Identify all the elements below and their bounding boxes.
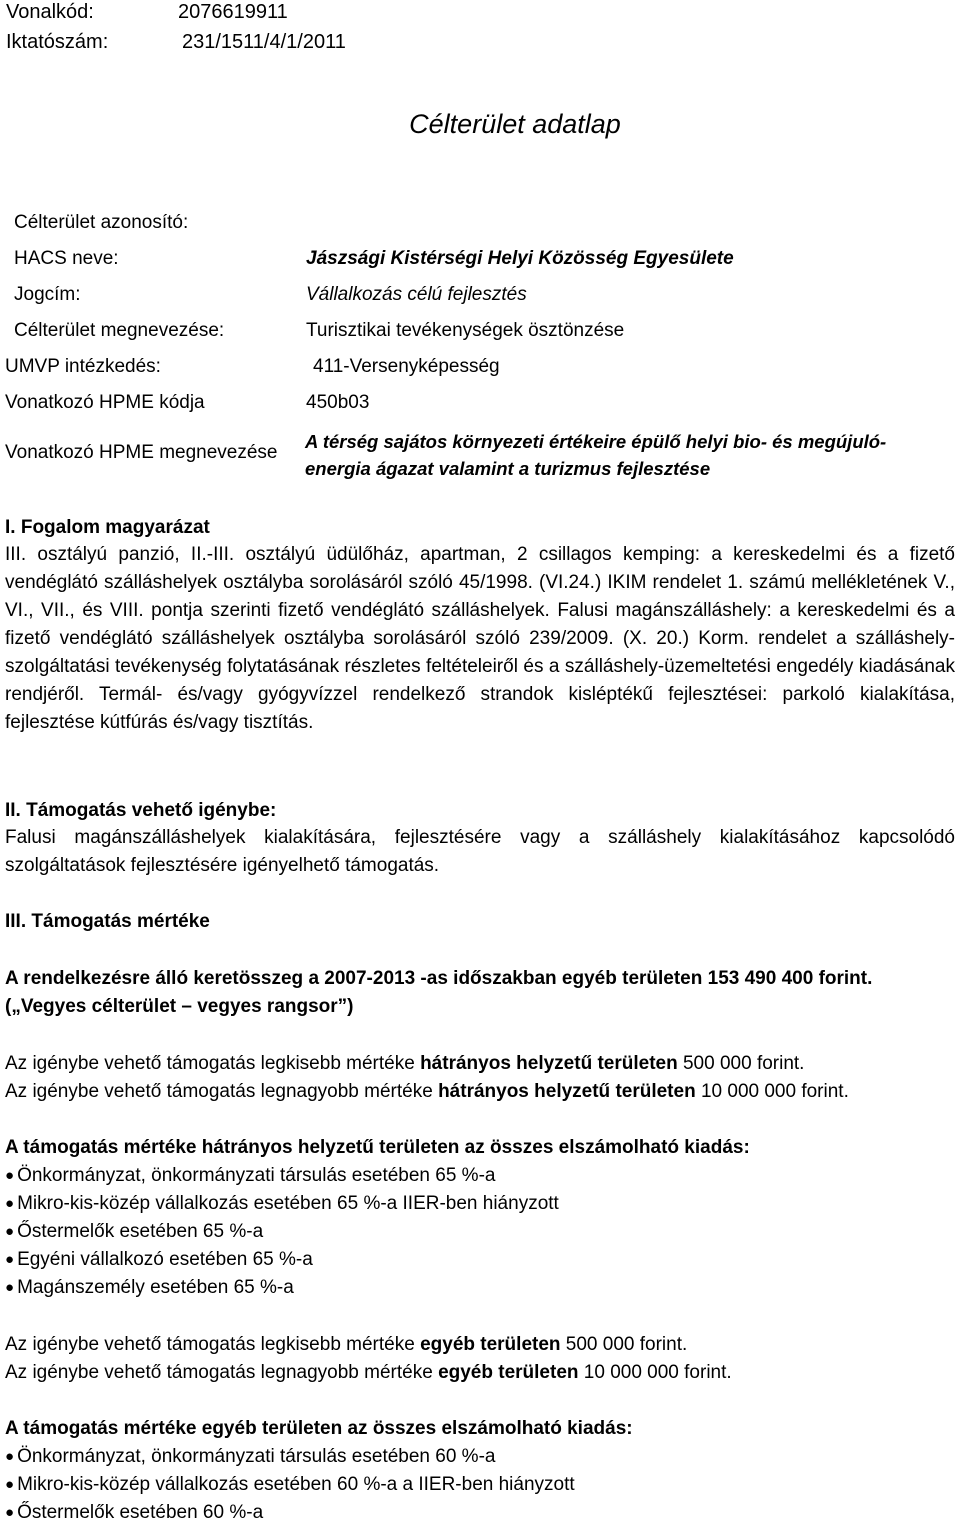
- umvp-value: 411-Versenyképesség: [313, 356, 500, 377]
- other-max-pre: Az igénybe vehető támogatás legnagyobb mértéke: [5, 1362, 439, 1383]
- jogcim-label: Jogcím:: [14, 284, 81, 305]
- other-list: [5, 1415, 955, 1527]
- section-definitions-title: I. Fogalom magyarázat: [5, 517, 210, 538]
- jogcim-value: Vállalkozás célú fejlesztés: [306, 284, 527, 305]
- list-item: [5, 1246, 955, 1274]
- section-eligible-title: II. Támogatás vehető igénybe:: [5, 800, 277, 821]
- other-max: [5, 1359, 955, 1387]
- list-item-text: Őstermelők esetében 60 %-a: [17, 1502, 264, 1523]
- disadvantaged-list-title: A támogatás mértéke hátrányos helyzetű területen az összes elszámolható kiadás:: [5, 1137, 750, 1158]
- disadvantaged-max-bold: hátrányos helyzetű területen: [438, 1081, 696, 1102]
- hpme-name-value: A térség sajátos környezeti értékeire épülő helyi bio- és megújuló-energia ágazat valamint a turizmus fejlesztése: [305, 431, 887, 479]
- bullet-icon: ●: [5, 1167, 15, 1184]
- other-min-bold: egyéb területen: [420, 1334, 561, 1355]
- other-min-post: 500 000 forint.: [560, 1334, 688, 1355]
- list-item-text: Önkormányzat, önkormányzati társulás esetében 65 %-a: [17, 1165, 496, 1186]
- other-max-post: 10 000 000 forint.: [578, 1362, 732, 1383]
- registration-value: 231/1511/4/1/2011: [182, 31, 346, 53]
- other-min-pre: Az igénybe vehető támogatás legkisebb mértéke: [5, 1334, 421, 1355]
- umvp-label: UMVP intézkedés:: [5, 356, 161, 377]
- bullet-icon: ●: [5, 1223, 15, 1240]
- list-item-text: Egyéni vállalkozó esetében 65 %-a: [17, 1249, 313, 1270]
- list-item-text: Magánszemély esetében 65 %-a: [17, 1277, 294, 1298]
- section-amount-title: III. Támogatás mértéke: [5, 911, 210, 932]
- disadvantaged-min-post: 500 000 forint.: [677, 1053, 805, 1074]
- hpme-name-label: Vonatkozó HPME megnevezése: [5, 442, 278, 463]
- list-item: [5, 1471, 955, 1499]
- bullet-icon: ●: [5, 1279, 15, 1296]
- list-item-text: Mikro-kis-közép vállalkozás esetében 65 %-a IIER-ben hiányzott: [17, 1193, 559, 1214]
- barcode-value: 2076619911: [178, 1, 288, 23]
- list-item-text: Őstermelők esetében 65 %-a: [17, 1221, 264, 1242]
- disadvantaged-min-bold: hátrányos helyzetű területen: [420, 1053, 678, 1074]
- bullet-icon: ●: [5, 1448, 15, 1465]
- budget-block: [5, 965, 955, 1021]
- bullet-icon: ●: [5, 1504, 15, 1521]
- disadvantaged-max-pre: Az igénybe vehető támogatás legnagyobb mértéke: [5, 1081, 439, 1102]
- section-definitions: [5, 515, 955, 737]
- hacs-label: HACS neve:: [14, 248, 119, 269]
- azonosito-label: Célterület azonosító:: [14, 212, 189, 233]
- other-list-title: A támogatás mértéke egyéb területen az összes elszámolható kiadás:: [5, 1418, 633, 1439]
- disadvantaged-limits: [5, 1050, 955, 1106]
- hacs-value: Jászsági Kistérségi Helyi Közösség Egyesülete: [306, 248, 734, 269]
- section-eligible-text: Falusi magánszálláshelyek kialakítására, fejlesztésére vagy a szálláshely kialakításához kapcsolódó szolgáltatások fejlesztésére igényelhető támogatás.: [5, 827, 955, 876]
- barcode-label: Vonalkód:: [6, 1, 94, 23]
- section-amount: [5, 909, 955, 935]
- hpme-code-label: Vonatkozó HPME kódja: [5, 392, 205, 413]
- disadvantaged-min: [5, 1050, 955, 1078]
- section-eligible: [5, 798, 955, 880]
- bullet-icon: ●: [5, 1251, 15, 1268]
- other-max-bold: egyéb területen: [438, 1362, 579, 1383]
- hpme-code-value: 450b03: [306, 392, 370, 413]
- list-item: [5, 1499, 955, 1527]
- section-definitions-text: III. osztályú panzió, II.-III. osztályú üdülőház, apartman, 2 csillagos kemping: a kereskedelmi és a fizető vendéglátó szálláshelyek osztályba sorolásáról szóló 45/1998. (VI.24.) IKIM rendelet 1. számú mellékletének V., VI., VII., és VIII. pontja szerinti fizető vendéglátó szálláshelyek. Falusi magánszálláshely: a kereskedelmi és a fizető vendéglátó szálláshelyek osztályba sorolásáról szóló 239/2009. (X. 20.) Korm. rendelet a szálláshely-szolgáltatási tevékenység folytatásának részletes feltételeiről és a szálláshely-üzemeltetési engedély kiadásának rendjéről. Termál- és/vagy gyógyvízzel rendelkező strandok kisléptékű fejlesztései: parkoló kialakítása, fejlesztése kútfúrás és/vagy tisztítás.: [5, 544, 955, 733]
- disadvantaged-min-pre: Az igénybe vehető támogatás legkisebb mértéke: [5, 1053, 421, 1074]
- list-item: [5, 1218, 955, 1246]
- list-item-text: Mikro-kis-közép vállalkozás esetében 60 %-a a IIER-ben hiányzott: [17, 1474, 575, 1495]
- disadvantaged-max-post: 10 000 000 forint.: [695, 1081, 849, 1102]
- list-item: [5, 1162, 955, 1190]
- registration-line: [6, 30, 346, 54]
- page-title: Célterület adatlap: [409, 109, 621, 139]
- budget-note: („Vegyes célterület – vegyes rangsor”): [5, 996, 354, 1017]
- other-limits: [5, 1331, 955, 1387]
- barcode-line: [6, 0, 288, 24]
- bullet-icon: ●: [5, 1195, 15, 1212]
- registration-label: Iktatószám:: [6, 31, 109, 53]
- budget-line: A rendelkezésre álló keretösszeg a 2007-2013 -as időszakban egyéb területen 153 490 400 forint.: [5, 968, 873, 989]
- list-item: [5, 1190, 955, 1218]
- disadvantaged-max: [5, 1078, 955, 1106]
- bullet-icon: ●: [5, 1476, 15, 1493]
- list-item: [5, 1274, 955, 1302]
- list-item-text: Önkormányzat, önkormányzati társulás esetében 60 %-a: [17, 1446, 496, 1467]
- megnevezes-value: Turisztikai tevékenységek ösztönzése: [306, 320, 625, 341]
- megnevezes-label: Célterület megnevezése:: [14, 320, 225, 341]
- disadvantaged-list: [5, 1134, 955, 1302]
- list-item: [5, 1443, 955, 1471]
- other-min: [5, 1331, 955, 1359]
